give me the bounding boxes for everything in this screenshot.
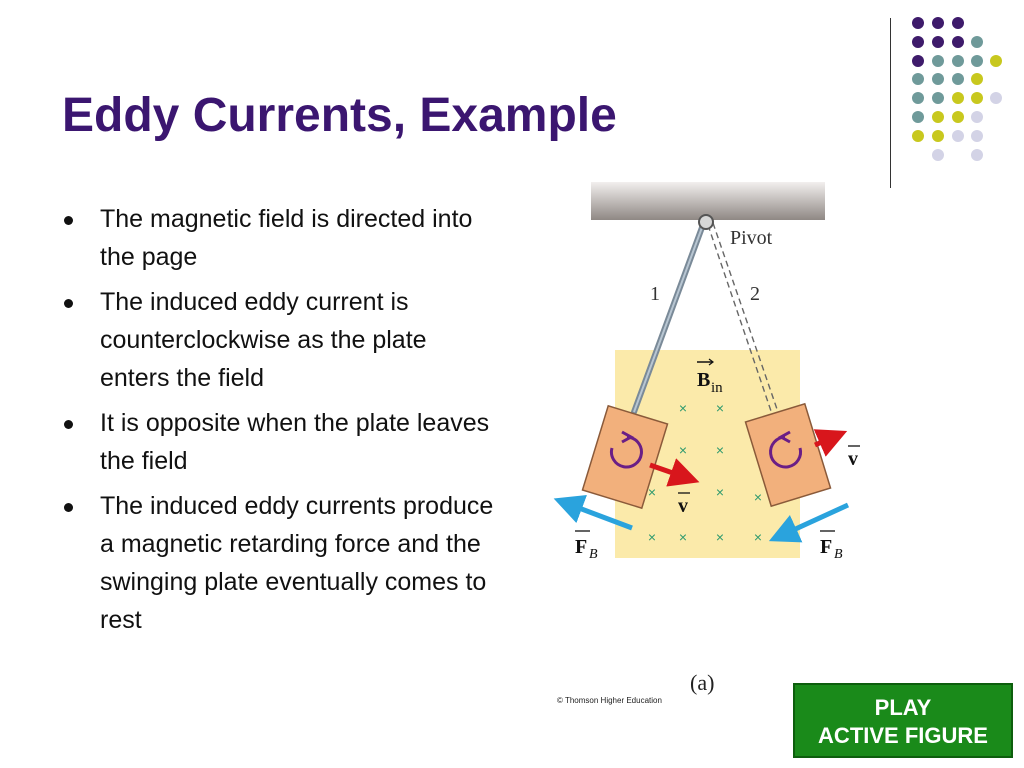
slide-title: Eddy Currents, Example [62,89,617,142]
bullet-text: The induced eddy currents produce a magnetic retarding force and the swinging plate eventually comes to rest [100,492,494,634]
svg-text:×: × [647,484,657,500]
eddy-current-figure [540,176,870,676]
svg-text:×: × [715,442,725,458]
bullet-item [62,283,502,397]
bullet-icon [64,503,73,512]
pivot-label: Pivot [730,227,773,249]
decorative-divider [890,18,891,188]
force-subscript-1: B [589,547,598,562]
svg-text:×: × [753,489,763,505]
svg-text:×: × [647,529,657,545]
force-label-1: F [575,536,588,558]
bullet-text: The induced eddy current is counterclockwise as the plate enters the field [100,288,427,392]
bullet-icon [64,420,73,429]
field-label: B [697,369,711,391]
field-subscript: in [711,380,723,396]
bullet-item [62,487,502,639]
rod-2-label: 2 [750,283,760,305]
svg-text:×: × [715,529,725,545]
bullet-icon [64,216,73,225]
bullet-text: It is opposite when the plate leaves the field [100,409,490,475]
svg-text:×: × [678,529,688,545]
svg-text:×: × [715,400,725,416]
svg-text:×: × [678,400,688,416]
bullet-icon [64,299,73,308]
figure-panel-label: (a) [690,670,715,695]
bullet-item [62,404,502,480]
velocity-arrow-2 [815,435,838,445]
play-button-line-2: ACTIVE FIGURE [818,723,988,748]
play-button-line-1: PLAY [874,695,932,720]
pivot-joint [699,215,713,229]
force-subscript-2: B [834,547,843,562]
svg-text:×: × [753,529,763,545]
play-active-figure-button[interactable] [793,683,1013,758]
svg-text:×: × [715,484,725,500]
force-label-2: F [820,536,833,558]
bullet-list [62,200,502,646]
svg-text:×: × [678,442,688,458]
velocity-label-2: v [848,448,858,470]
bullet-item [62,200,502,276]
figure-credit: © Thomson Higher Education [557,696,662,705]
rod-1-label: 1 [650,283,660,305]
bullet-text: The magnetic field is directed into the page [100,205,473,271]
velocity-label-1: v [678,495,688,517]
